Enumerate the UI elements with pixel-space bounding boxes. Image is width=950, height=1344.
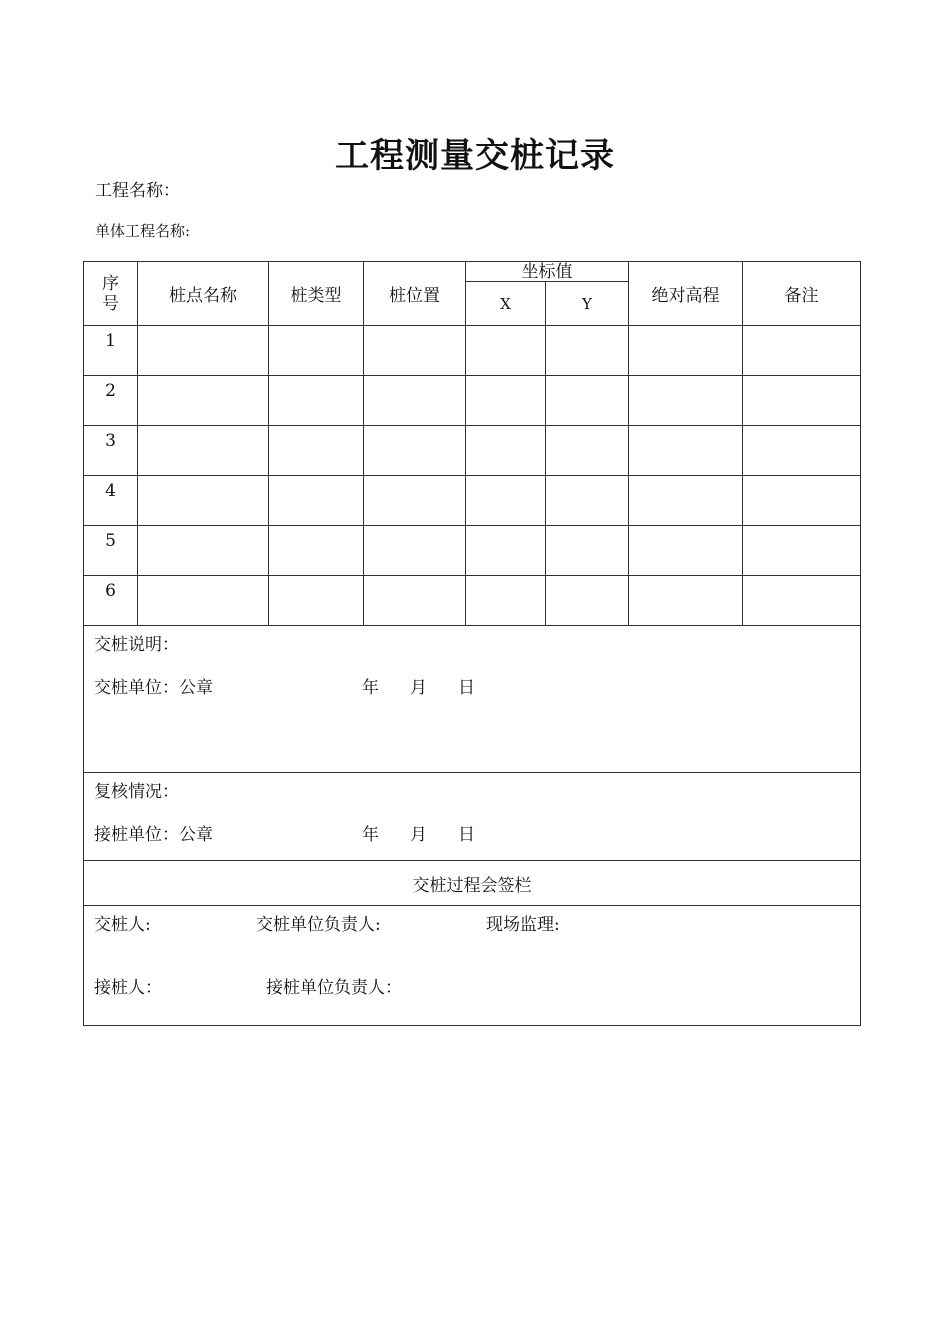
header-index: 序 号 [84,262,138,326]
cell-remarks[interactable] [743,526,861,576]
review-year: 年 [362,825,379,845]
signature-title-row [84,861,861,906]
cell-y[interactable] [546,476,629,526]
supervisor-label: 现场监理: [486,915,560,935]
header-elevation: 绝对高程 [629,262,743,326]
cell-remarks[interactable] [743,576,861,626]
row-index: 4 [84,476,138,526]
cell-x[interactable] [466,376,546,426]
cell-stake-name[interactable] [138,376,269,426]
review-cell[interactable] [84,773,861,861]
cell-elevation[interactable] [629,426,743,476]
cell-elevation[interactable] [629,476,743,526]
cell-remarks[interactable] [743,376,861,426]
cell-x[interactable] [466,476,546,526]
header-remarks: 备注 [743,262,861,326]
signature-cell[interactable] [84,906,861,1026]
table-row [84,476,861,526]
signature-section [84,906,861,1026]
header-stake-type: 桩类型 [269,262,364,326]
sub-project-name-label: 单体工程名称: [95,222,191,240]
cell-stake-position[interactable] [364,576,466,626]
cell-stake-type[interactable] [269,526,364,576]
cell-x[interactable] [466,326,546,376]
review-day: 日 [458,825,475,845]
header-row [84,262,861,282]
cell-y[interactable] [546,326,629,376]
header-stake-name: 桩点名称 [138,262,269,326]
cell-x[interactable] [466,426,546,476]
cell-remarks[interactable] [743,426,861,476]
row-index: 2 [84,376,138,426]
cell-x[interactable] [466,526,546,576]
receiver-person-label: 接桩人： [94,978,162,998]
cell-x[interactable] [466,576,546,626]
cell-y[interactable] [546,376,629,426]
stake-record-table [83,261,861,1026]
handover-unit-label: 交桩单位：公章 [94,678,213,698]
header-coordinates: 坐标值 [466,262,629,282]
table-row [84,376,861,426]
cell-y[interactable] [546,426,629,476]
header-y: Y [546,282,629,326]
handover-lead-label: 交桩单位负责人: [256,915,381,935]
handover-note-label: 交桩说明： [94,635,179,655]
handover-year: 年 [362,678,379,698]
row-index: 3 [84,426,138,476]
table-row [84,526,861,576]
review-section [84,773,861,861]
cell-remarks[interactable] [743,326,861,376]
cell-stake-type[interactable] [269,376,364,426]
receiver-lead-label: 接桩单位负责人： [266,978,402,998]
cell-stake-type[interactable] [269,426,364,476]
cell-y[interactable] [546,576,629,626]
page-title: 工程测量交桩记录 [335,136,615,176]
cell-stake-name[interactable] [138,476,269,526]
cell-stake-name[interactable] [138,576,269,626]
cell-stake-type[interactable] [269,326,364,376]
signature-section-title: 交桩过程会签栏 [84,861,861,906]
review-note-label: 复核情况： [94,782,179,802]
cell-elevation[interactable] [629,576,743,626]
review-month: 月 [410,825,427,845]
row-index: 6 [84,576,138,626]
cell-remarks[interactable] [743,476,861,526]
cell-stake-name[interactable] [138,526,269,576]
table-row [84,576,861,626]
cell-stake-position[interactable] [364,526,466,576]
cell-stake-position[interactable] [364,426,466,476]
cell-y[interactable] [546,526,629,576]
handover-day: 日 [458,678,475,698]
table-row [84,326,861,376]
cell-elevation[interactable] [629,326,743,376]
cell-stake-position[interactable] [364,326,466,376]
project-name-label: 工程名称： [95,181,180,201]
row-index: 5 [84,526,138,576]
cell-stake-name[interactable] [138,426,269,476]
row-index: 1 [84,326,138,376]
cell-elevation[interactable] [629,376,743,426]
cell-elevation[interactable] [629,526,743,576]
handover-month: 月 [410,678,427,698]
cell-stake-type[interactable] [269,476,364,526]
header-stake-position: 桩位置 [364,262,466,326]
handover-cell[interactable] [84,626,861,773]
review-unit-label: 接桩单位：公章 [94,825,213,845]
handover-section [84,626,861,773]
header-x: X [466,282,546,326]
cell-stake-name[interactable] [138,326,269,376]
cell-stake-position[interactable] [364,376,466,426]
cell-stake-type[interactable] [269,576,364,626]
handover-person-label: 交桩人: [94,915,151,935]
table-row [84,426,861,476]
cell-stake-position[interactable] [364,476,466,526]
